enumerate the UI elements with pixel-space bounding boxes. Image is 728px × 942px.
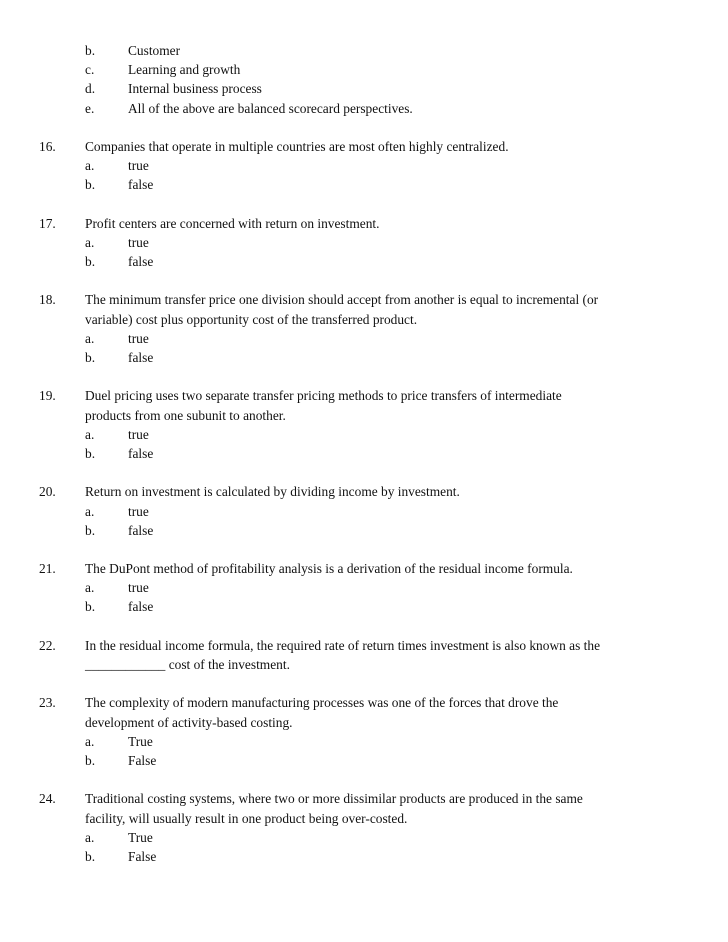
question-number: 23. [39,695,56,711]
answer-option [0,597,728,616]
spacer [0,770,728,789]
question-line [0,137,728,156]
option-text: true [128,426,149,442]
spacer [0,540,728,559]
question-item [0,636,728,674]
question-text: facility, will usually result in one product being over-costed. [85,810,408,826]
spacer [0,271,728,290]
answer-option [0,732,728,751]
question-line [0,559,728,578]
question-line [0,406,728,425]
option-text: Internal business process [128,81,262,97]
option-text: False [128,848,157,864]
question-line [0,214,728,233]
option-letter: b. [85,177,96,193]
question-text: development of activity-based costing. [85,714,293,730]
option-letter: e. [85,100,95,116]
option-text: Customer [128,43,181,58]
question-text: Duel pricing uses two separate transfer pricing methods to price transfers of intermediate [85,388,562,404]
lead-options [0,41,728,118]
answer-option [0,79,728,98]
option-text: All of the above are balanced scorecard perspectives. [128,100,413,116]
option-text: false [128,522,154,538]
question-number: 22. [39,637,56,653]
question-text: ____________ cost of the investment. [85,657,290,672]
option-text: true [128,330,149,346]
question-line [0,789,728,808]
option-letter: b. [85,599,96,615]
question-list [0,118,728,866]
answer-option [0,847,728,866]
spacer [0,463,728,482]
question-item [0,559,728,617]
question-item [0,386,728,463]
option-text: false [128,177,154,193]
question-line [0,713,728,732]
answer-option [0,99,728,118]
spacer [0,617,728,636]
question-text: The DuPont method of profitability analysis is a derivation of the residual income formula. [85,561,573,577]
option-text: true [128,158,149,174]
answer-option [0,252,728,271]
option-letter: b. [85,445,96,461]
option-letter: b. [85,43,96,58]
answer-option [0,444,728,463]
question-text: products from one subunit to another. [85,407,286,423]
question-number: 19. [39,388,56,404]
question-text: Profit centers are concerned with return on investment. [85,215,380,231]
question-text: variable) cost plus opportunity cost of the transferred product. [85,311,418,327]
option-letter: a. [85,330,95,346]
answer-option [0,578,728,597]
option-letter: a. [85,829,95,845]
question-line [0,482,728,501]
answer-option [0,175,728,194]
option-letter: a. [85,426,95,442]
question-item [0,693,728,770]
option-letter: a. [85,733,95,749]
question-number: 20. [39,484,56,500]
answer-option [0,828,728,847]
spacer [0,674,728,693]
question-item [0,789,728,866]
question-line [0,693,728,712]
question-line [0,636,728,655]
question-number: 17. [39,215,56,231]
answer-option [0,521,728,540]
question-number: 24. [39,791,56,807]
option-text: false [128,445,154,461]
answer-option [0,156,728,175]
question-text: Return on investment is calculated by dividing income by investment. [85,484,460,500]
option-letter: a. [85,503,95,519]
option-letter: b. [85,254,96,270]
option-letter: b. [85,752,96,768]
option-text: false [128,350,154,365]
option-letter: a. [85,234,95,250]
option-letter: b. [85,848,96,864]
question-text: Traditional costing systems, where two or more dissimilar products are produced in the same [85,791,583,807]
answer-option [0,502,728,521]
option-text: Learning and growth [128,62,241,78]
spacer [0,195,728,214]
option-text: true [128,503,149,519]
question-line [0,310,728,329]
option-text: false [128,254,154,270]
question-item [0,482,728,540]
question-number: 21. [39,561,56,577]
option-text: False [128,752,157,768]
answer-option [0,233,728,252]
answer-option [0,60,728,79]
option-letter: b. [85,350,96,365]
option-letter: d. [85,81,96,97]
option-text: true [128,234,149,250]
option-letter: a. [85,158,95,174]
spacer [0,118,728,137]
question-text: In the residual income formula, the required rate of return times investment is also known as the [85,637,601,653]
spacer [0,367,728,386]
answer-option [0,751,728,770]
answer-option [0,348,728,367]
question-text: Companies that operate in multiple countries are most often highly centralized. [85,138,509,154]
question-line [0,809,728,828]
question-number: 16. [39,138,56,154]
question-item [0,137,728,195]
document-page [0,41,728,866]
option-text: false [128,599,154,615]
option-letter: b. [85,522,96,538]
option-letter: c. [85,62,95,78]
question-number: 18. [39,292,56,308]
question-item [0,290,728,367]
option-text: True [128,733,153,749]
answer-option [0,329,728,348]
question-text: The complexity of modern manufacturing processes was one of the forces that drove the [85,695,559,711]
question-item [0,214,728,272]
question-line [0,655,728,674]
option-letter: a. [85,580,95,596]
answer-option [0,41,728,60]
option-text: true [128,580,149,596]
option-text: True [128,829,153,845]
answer-option [0,425,728,444]
question-line [0,386,728,405]
question-text: The minimum transfer price one division should accept from another is equal to incremental (or [85,292,599,308]
question-line [0,290,728,309]
